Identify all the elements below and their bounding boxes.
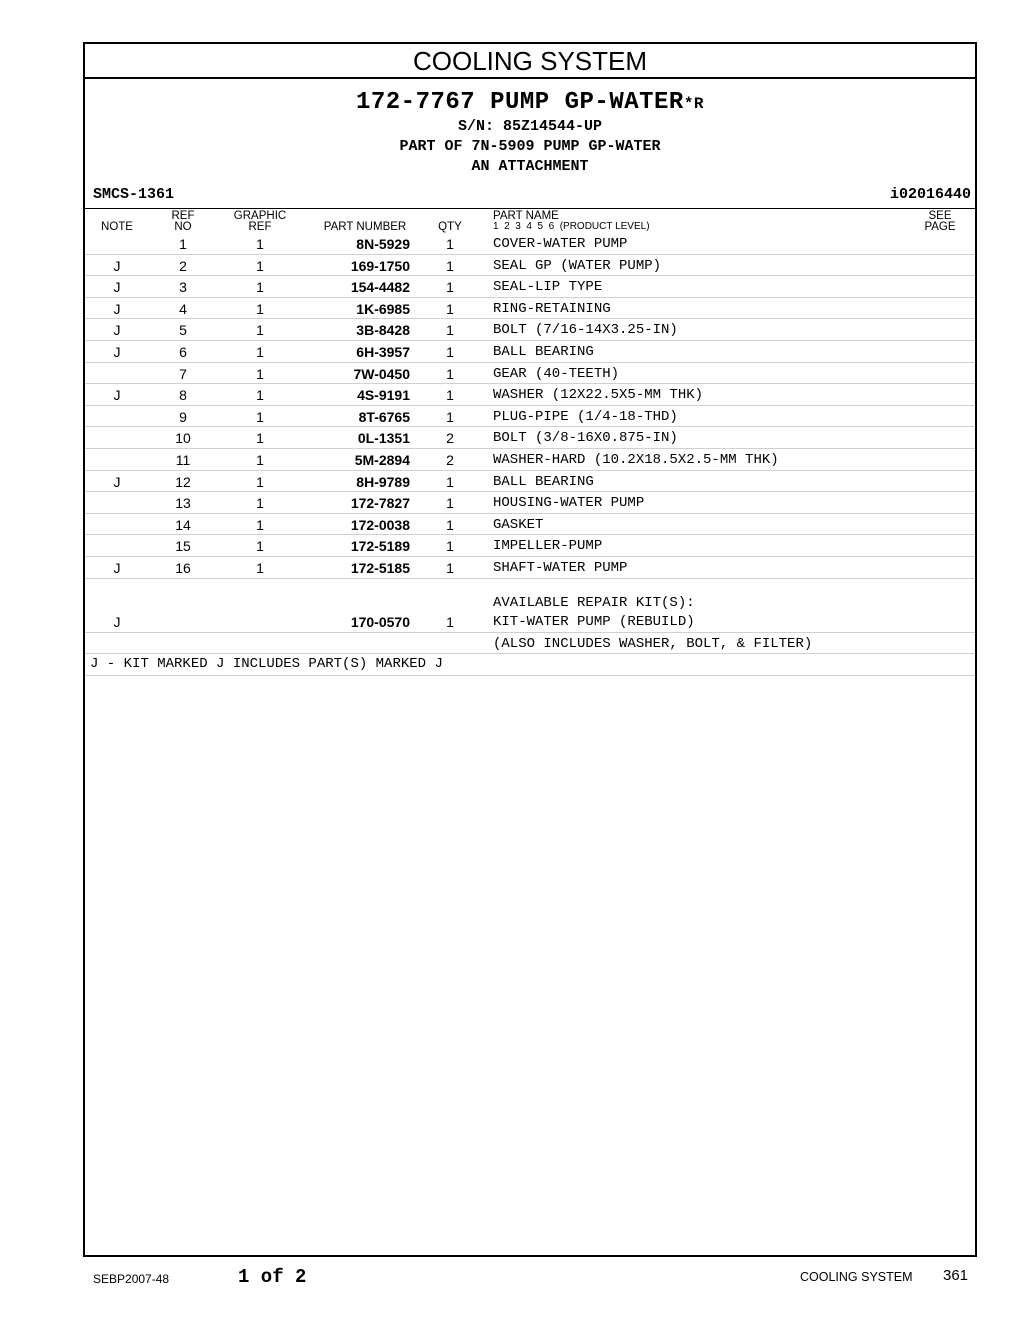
attachment-line: AN ATTACHMENT: [471, 158, 589, 175]
row-part-number: 169-1750: [350, 257, 410, 274]
parts-row: [85, 471, 975, 493]
row-qty: 1: [446, 343, 454, 360]
parts-row: [85, 535, 975, 557]
row-note: J: [113, 300, 121, 317]
row-ref-no: 13: [175, 495, 191, 512]
row-graphic-ref: 1: [256, 236, 264, 252]
illustration-ref: i02016440: [889, 186, 971, 203]
header-rule: [85, 208, 975, 209]
row-part-number: 172-0038: [350, 516, 410, 533]
section-title-band: [85, 44, 975, 79]
col-part-number-header: PART NUMBER: [323, 221, 407, 233]
parts-row: [85, 514, 975, 536]
parts-row: [85, 319, 975, 341]
assembly-part-name: PUMP GP-WATER: [490, 89, 684, 116]
col-see-page-header: SEE PAGE: [924, 210, 956, 233]
row-qty: 1: [446, 387, 454, 404]
row-part-name: BALL BEARING: [493, 473, 594, 490]
row-part-name: WASHER (12X22.5X5-MM THK): [493, 387, 704, 404]
row-part-number: 0L-1351: [357, 430, 410, 447]
parts-row: [85, 276, 975, 298]
row-qty: 1: [446, 495, 454, 512]
row-part-name: RING-RETAINING: [493, 300, 611, 317]
row-qty: 1: [446, 365, 454, 382]
row-qty: 1: [446, 279, 454, 296]
row-part-name: SEAL GP (WATER PUMP): [493, 257, 662, 274]
row-note: J: [113, 614, 121, 630]
row-note: J: [113, 387, 121, 404]
row-ref-no: 16: [175, 559, 191, 576]
row-part-number: 172-5189: [350, 538, 410, 555]
row-graphic-ref: 1: [256, 516, 264, 533]
row-qty: 1: [446, 408, 454, 425]
row-ref-no: 2: [179, 257, 187, 274]
row-part-number: 4S-9191: [357, 387, 410, 404]
row-ref-no: 3: [179, 279, 187, 296]
row-part-name: BOLT (7/16-14X3.25-IN): [493, 322, 678, 339]
col-ref-header: REF NO: [171, 210, 195, 233]
assembly-title: [85, 89, 975, 118]
row-ref-no: 4: [179, 300, 187, 317]
row-part-name: WASHER-HARD (10.2X18.5X2.5-MM THK): [493, 451, 779, 468]
row-part-name: HOUSING-WATER PUMP: [493, 495, 645, 512]
col-qty-header: QTY: [438, 221, 462, 233]
parts-table: [85, 233, 975, 579]
footer-doc-id: SEBP2007-48: [93, 1272, 170, 1286]
row-qty: 1: [446, 559, 454, 576]
col-graphic-header: GRAPHIC REF: [233, 210, 287, 233]
row-qty: 1: [446, 257, 454, 274]
kit-heading: AVAILABLE REPAIR KIT(S):: [493, 595, 695, 611]
row-ref-no: 15: [175, 538, 191, 555]
row-part-number: 170-0570: [350, 614, 410, 630]
row-graphic-ref: 1: [256, 387, 264, 404]
row-part-name: GEAR (40-TEETH): [493, 365, 620, 382]
row-note: J: [113, 322, 121, 339]
row-ref-no: 6: [179, 343, 187, 360]
row-part-name: SHAFT-WATER PUMP: [493, 559, 628, 576]
row-ref-no: 12: [175, 473, 191, 490]
row-note: J: [113, 559, 121, 576]
parts-row: [85, 298, 975, 320]
row-part-name: COVER-WATER PUMP: [493, 236, 628, 252]
row-graphic-ref: 1: [256, 451, 264, 468]
row-graphic-ref: 1: [256, 559, 264, 576]
row-part-number: 8T-6765: [358, 408, 410, 425]
row-ref-no: 1: [179, 236, 187, 252]
row-part-number: 5M-2894: [354, 451, 410, 468]
parts-row: [85, 449, 975, 471]
part-of-line: PART OF 7N-5909 PUMP GP-WATER: [399, 138, 661, 155]
kit-row: [85, 633, 975, 655]
assembly-suffix: *R: [683, 95, 705, 113]
row-graphic-ref: 1: [256, 279, 264, 296]
row-part-number: 6H-3957: [356, 343, 410, 360]
parts-row: [85, 427, 975, 449]
row-qty: 1: [446, 516, 454, 533]
parts-row: [85, 233, 975, 255]
row-part-number: 3B-8428: [356, 322, 410, 339]
row-graphic-ref: 1: [256, 408, 264, 425]
row-ref-no: 7: [179, 365, 187, 382]
parts-row: [85, 363, 975, 385]
row-ref-no: 8: [179, 387, 187, 404]
footer-section: COOLING SYSTEM: [800, 1270, 913, 1284]
row-part-name: (ALSO INCLUDES WASHER, BOLT, & FILTER): [493, 635, 813, 652]
row-graphic-ref: 1: [256, 473, 264, 490]
row-ref-no: 5: [179, 322, 187, 339]
footnote-rule: [85, 675, 975, 676]
row-part-name: BOLT (3/8-16X0.875-IN): [493, 430, 678, 447]
serial-range: S/N: 85Z14544-UP: [457, 118, 603, 135]
row-qty: 1: [446, 473, 454, 490]
row-part-number: 8N-5929: [356, 236, 410, 252]
row-note: J: [113, 257, 121, 274]
row-qty: 1: [446, 236, 454, 252]
row-note: J: [113, 279, 121, 296]
row-graphic-ref: 1: [256, 343, 264, 360]
page-frame: [83, 42, 977, 1257]
parts-row: [85, 492, 975, 514]
parts-row: [85, 341, 975, 363]
parts-row: [85, 557, 975, 579]
row-qty: 1: [446, 322, 454, 339]
kit-row: [85, 611, 975, 633]
row-part-name: PLUG-PIPE (1/4-18-THD): [493, 408, 678, 425]
row-graphic-ref: 1: [256, 300, 264, 317]
row-graphic-ref: 1: [256, 538, 264, 555]
parts-row: [85, 384, 975, 406]
row-part-name: BALL BEARING: [493, 343, 594, 360]
row-graphic-ref: 1: [256, 257, 264, 274]
row-part-number: 7W-0450: [353, 365, 410, 382]
smcs-code: SMCS-1361: [93, 186, 175, 203]
col-product-level-header: 1 2 3 4 5 6 (PRODUCT LEVEL): [493, 221, 650, 232]
row-ref-no: 11: [175, 451, 191, 468]
row-part-number: 172-7827: [350, 495, 410, 512]
row-graphic-ref: 1: [256, 495, 264, 512]
row-graphic-ref: 1: [256, 322, 264, 339]
row-part-number: 172-5185: [350, 559, 410, 576]
parts-row: [85, 406, 975, 428]
row-qty: 2: [446, 430, 454, 447]
row-graphic-ref: 1: [256, 365, 264, 382]
footer-page-number: 361: [943, 1267, 969, 1284]
col-part-name-header: PART NAME: [493, 210, 559, 222]
section-title: COOLING SYSTEM: [412, 46, 648, 76]
row-graphic-ref: 1: [256, 430, 264, 447]
row-part-name: IMPELLER-PUMP: [493, 538, 603, 555]
row-part-name: GASKET: [493, 516, 544, 533]
row-qty: 1: [446, 538, 454, 555]
row-qty: 1: [446, 614, 454, 630]
footnote: J - KIT MARKED J INCLUDES PART(S) MARKED J: [90, 656, 443, 672]
row-qty: 2: [446, 451, 454, 468]
row-part-number: 154-4482: [350, 279, 410, 296]
row-part-name: KIT-WATER PUMP (REBUILD): [493, 614, 695, 630]
parts-row: [85, 255, 975, 277]
row-note: J: [113, 473, 121, 490]
row-ref-no: 9: [179, 408, 187, 425]
row-part-number: 8H-9789: [356, 473, 410, 490]
kit-table: [85, 611, 975, 654]
row-part-name: SEAL-LIP TYPE: [493, 279, 603, 296]
col-note-header: NOTE: [101, 221, 133, 233]
row-qty: 1: [446, 300, 454, 317]
row-ref-no: 14: [175, 516, 191, 533]
row-note: J: [113, 343, 121, 360]
row-ref-no: 10: [175, 430, 191, 447]
footer-page-of: 1 of 2: [238, 1266, 307, 1288]
assembly-part-number: 172-7767: [355, 89, 476, 116]
row-part-number: 1K-6985: [356, 300, 410, 317]
